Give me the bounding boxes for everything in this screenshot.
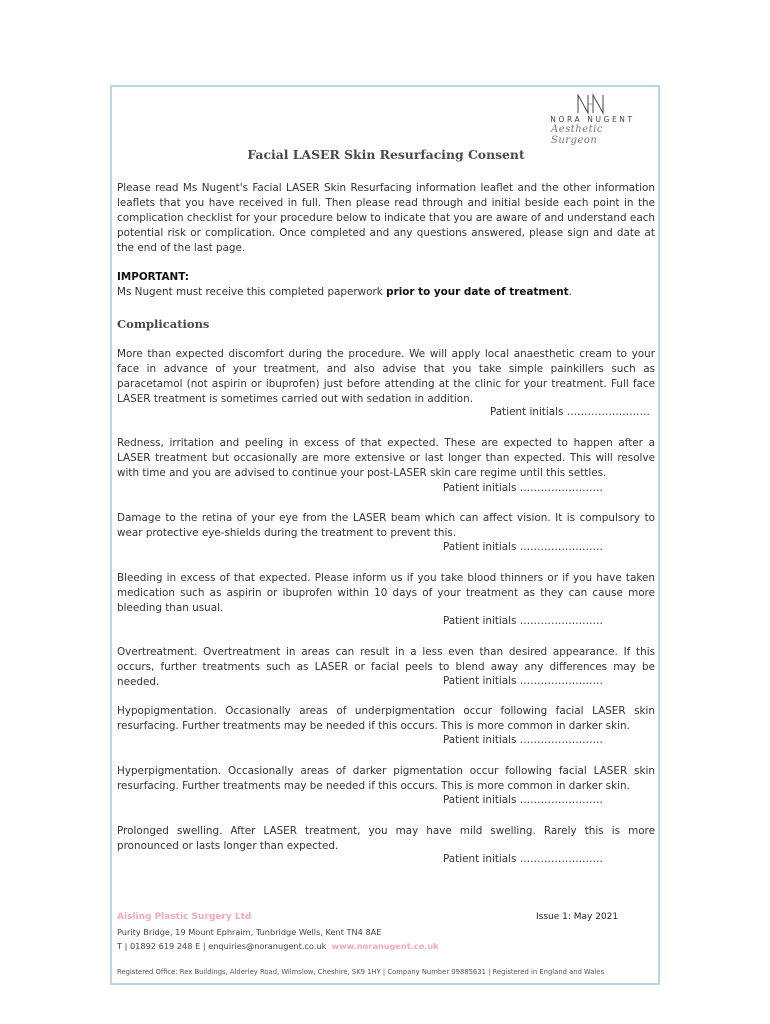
complications-heading: Complications (117, 317, 210, 331)
complication-item: Prolonged swelling. After LASER treatment, you may have mild swelling. Rarely this is more pronounced or lasts longer than expected. (117, 825, 655, 852)
important-text-after: . (568, 286, 572, 298)
patient-initials-field[interactable]: Patient initials …………………… (443, 675, 603, 687)
complication-item: Hypopigmentation. Occasionally areas of underpigmentation occur following facial LASER skin resurfacing. Further treatments may be needed if this occurs. This is more common in darker skin. (117, 705, 655, 732)
complication-item: Redness, irritation and peeling in excess of that expected. These are expected to happen after a LASER treatment but occasionally are more extensive or last longer than expected. This will resolve with time and you are advised to continue your post-LASER skin care regime until this settles. (117, 437, 655, 479)
complication-item: Hyperpigmentation. Occasionally areas of darker pigmentation occur following facial LASER skin resurfacing. Further treatments may be needed if this occurs. This is more common in darker skin. (117, 765, 655, 792)
footer-issue: Issue 1: May 2021 (536, 912, 619, 922)
footer-contact-details: T | 01892 619 248 E | enquiries@noranugent.co.uk (117, 941, 327, 951)
complication-item: Overtreatment. Overtreatment in areas can result in a less even than desired appearance. If this occurs, further treatments such as LASER or facial peels to blend away any differences may be needed. (117, 646, 655, 688)
footer-address: Purity Bridge, 19 Mount Ephraim, Tunbridge Wells, Kent TN4 8AE (117, 927, 382, 937)
nn-monogram-icon (545, 92, 640, 116)
intro-paragraph: Please read Ms Nugent's Facial LASER Skin Resurfacing information leaflet and the other information leaflets that you have received in full. Then please read through and initial beside each point in the complication checklist for your procedure below to indicate that you are aware of and understand each potential risk or complication. Once completed and any questions answered, please sign and date at the end of the last page. (117, 182, 655, 254)
logo-script: Aesthetic Surgeon (551, 124, 603, 146)
complication-item: Damage to the retina of your eye from the LASER beam which can affect vision. It is compulsory to wear protective eye-shields during the treatment to prevent this. (117, 512, 655, 539)
patient-initials-field[interactable]: Patient initials …………………… (443, 615, 603, 627)
important-label: IMPORTANT: (117, 271, 189, 283)
important-text-bold: prior to your date of treatment (386, 286, 569, 298)
patient-initials-field[interactable]: Patient initials …………………… (490, 406, 650, 418)
logo-brand: NORA NUGENT (550, 115, 635, 124)
patient-initials-field[interactable]: Patient initials …………………… (443, 794, 603, 806)
complication-item: More than expected discomfort during the procedure. We will apply local anaesthetic cream to your face in advance of your treatment, and also advise that you take simple painkillers such as paracetamol (not aspirin or ibuprofen) just before attending at the clinic for your treatment. Full face LASER treatment is sometimes carried out with sedation in addition. (117, 348, 655, 405)
patient-initials-field[interactable]: Patient initials …………………… (443, 853, 603, 865)
patient-initials-field[interactable]: Patient initials …………………… (443, 482, 603, 494)
footer-registered-office: Registered Office: Rex Buildings, Alderley Road, Wilmslow, Cheshire, SK9 1HY | Company Number 09885631 | Registered in England and Wales (117, 968, 605, 976)
patient-initials-field[interactable]: Patient initials …………………… (443, 734, 603, 746)
patient-initials-field[interactable]: Patient initials …………………… (443, 541, 603, 553)
important-text (117, 286, 572, 298)
document-title: Facial LASER Skin Resurfacing Consent (247, 147, 525, 162)
logo (545, 92, 640, 144)
complication-item: Bleeding in excess of that expected. Please inform us if you take blood thinners or if you have taken medication such as aspirin or ibuprofen within 10 days of your treatment as they can cause more bleeding than usual. (117, 572, 655, 614)
footer-website-link[interactable]: www.noranugent.co.uk (331, 941, 439, 951)
important-text-before: Ms Nugent must receive this completed paperwork (117, 286, 387, 298)
footer-contact (117, 941, 439, 951)
footer-company: Aisling Plastic Surgery Ltd (117, 912, 252, 922)
